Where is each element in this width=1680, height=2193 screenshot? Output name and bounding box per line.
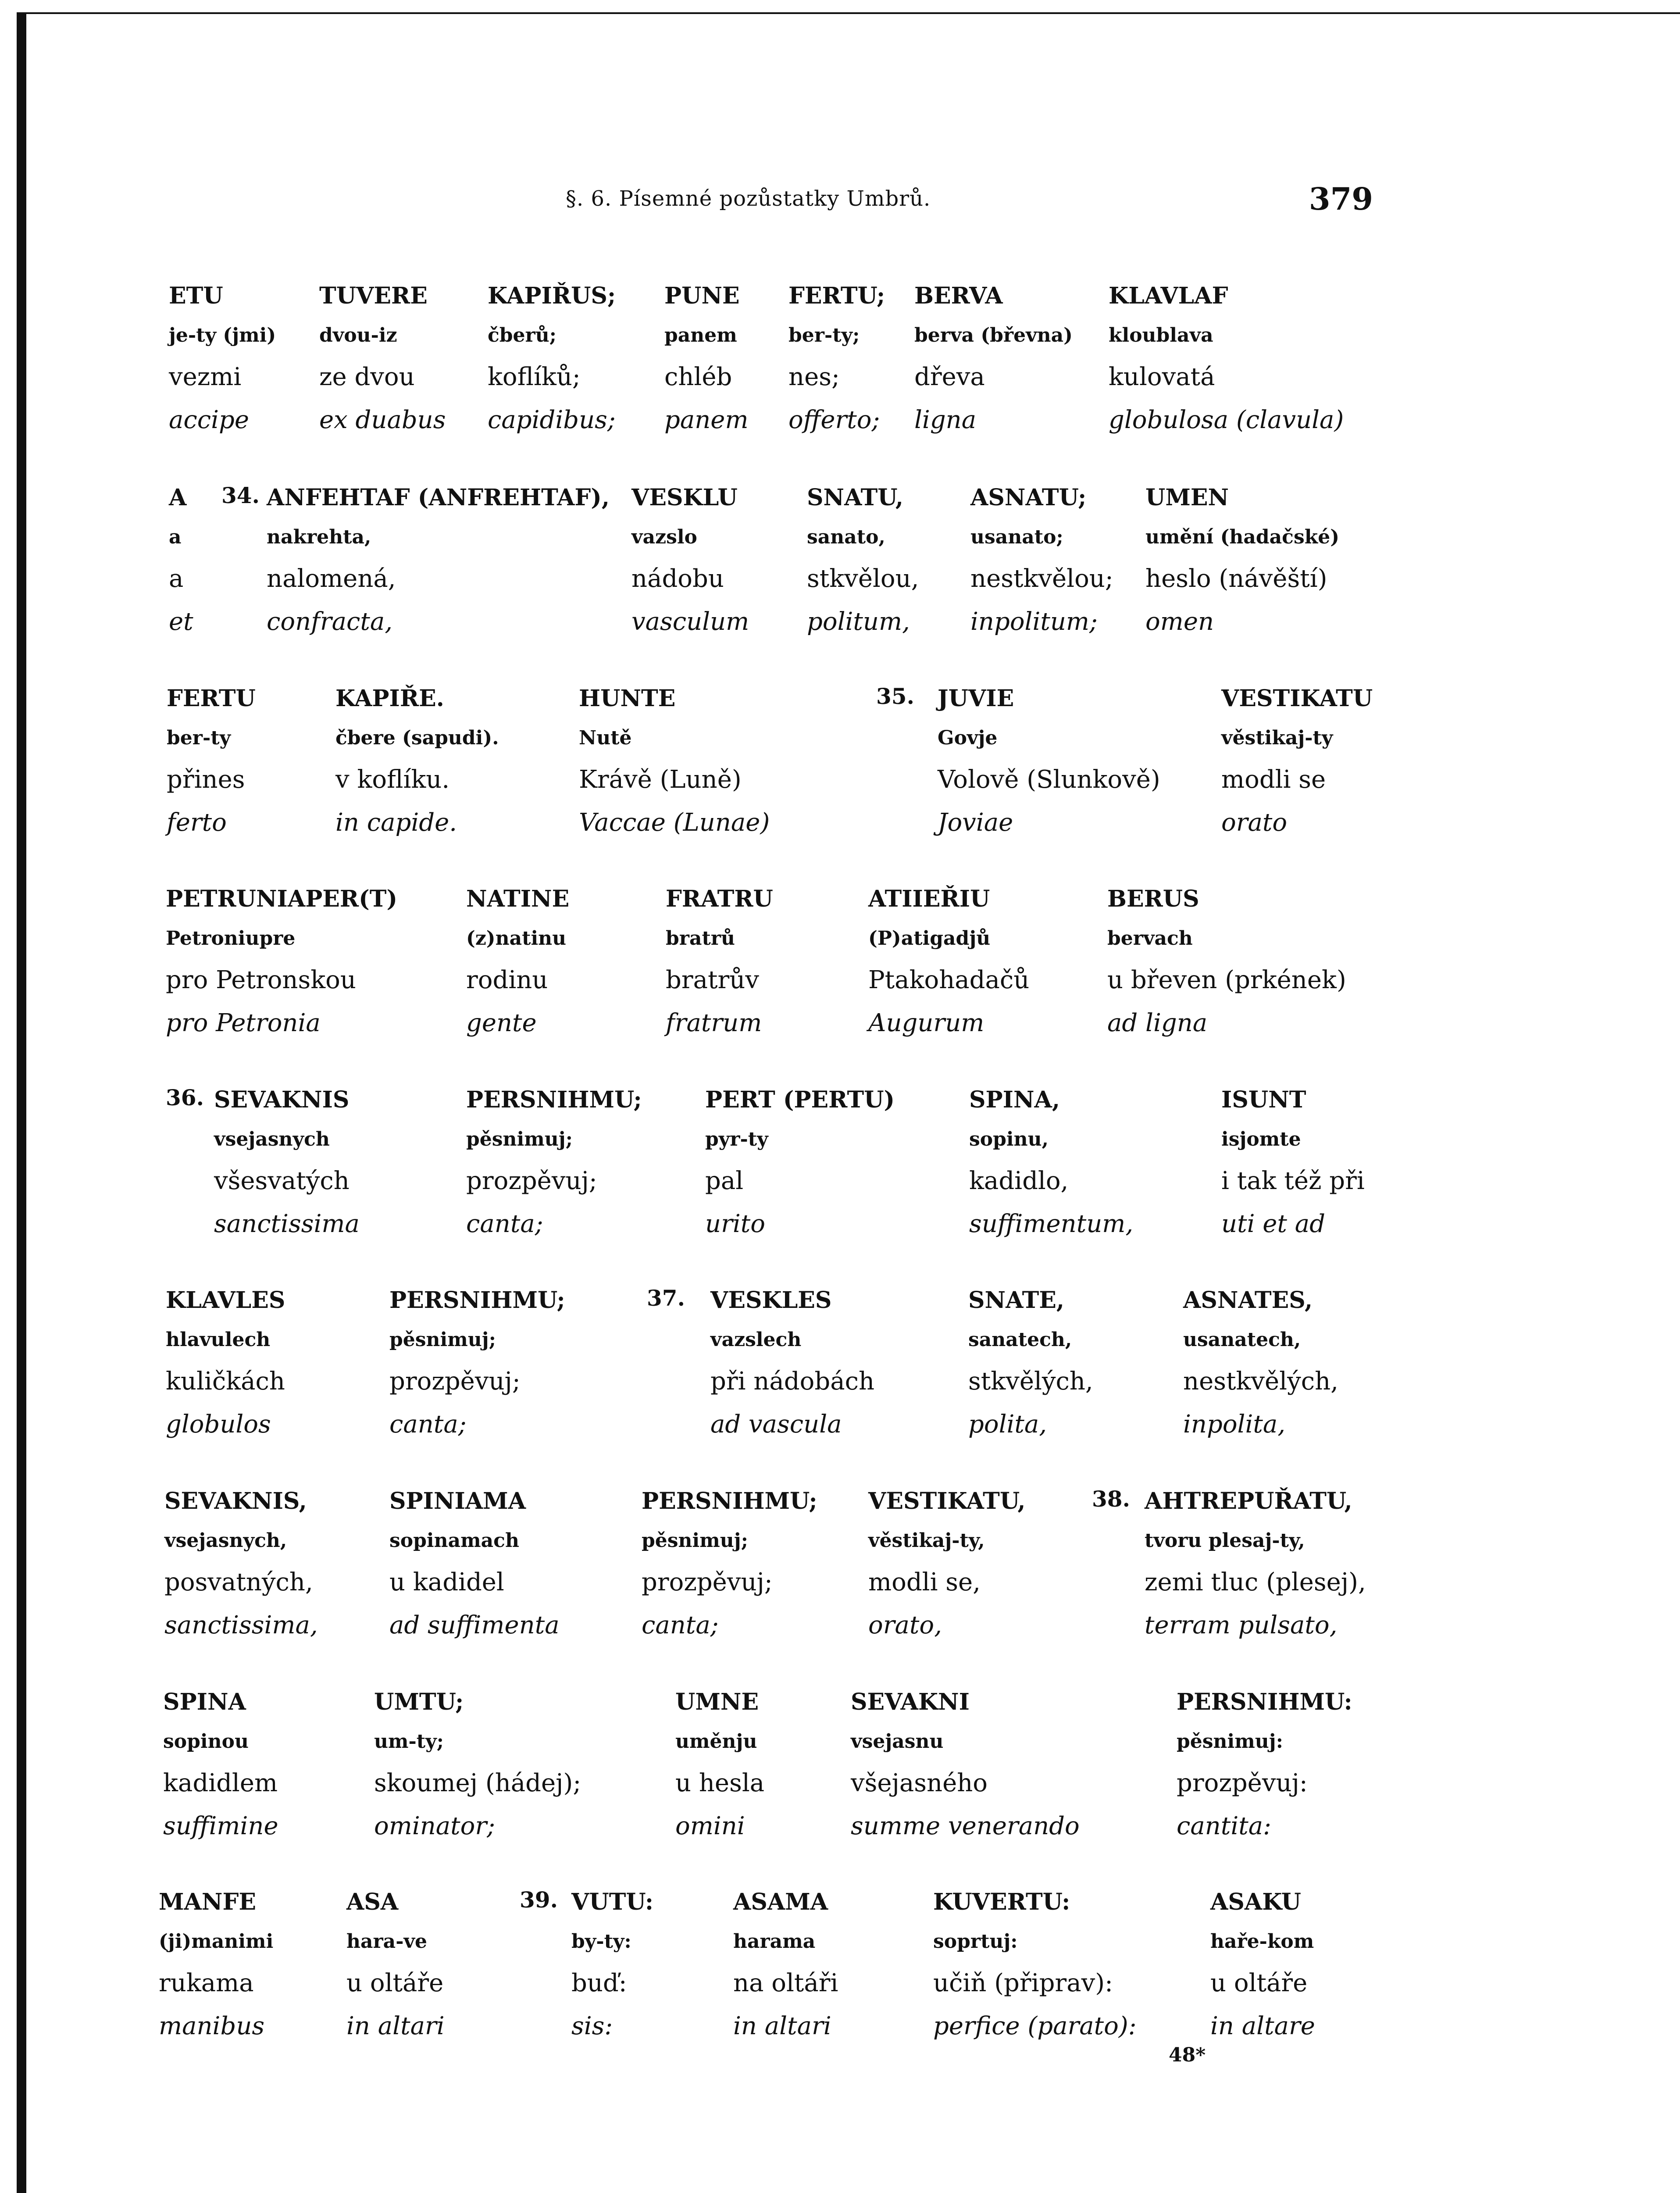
slavic-transcription: sanato, — [807, 526, 885, 548]
latin-translation: Joviae — [938, 808, 1013, 837]
gloss-entry — [389, 1281, 565, 1446]
gloss-entry — [631, 478, 749, 643]
gloss-entry — [710, 1281, 874, 1446]
latin-translation: urito — [705, 1210, 765, 1238]
verse-number: 35. — [876, 683, 914, 709]
gloss-entry — [675, 1682, 764, 1847]
slavic-transcription: (P)atigadjů — [868, 927, 991, 950]
slavic-transcription: sanatech, — [968, 1329, 1072, 1351]
czech-translation: buď: — [571, 1969, 627, 1997]
umbrian-word: ANFEHTAF (ANFREHTAF), — [267, 484, 610, 511]
slavic-transcription: harama — [733, 1930, 816, 1953]
slavic-transcription: kloublava — [1109, 324, 1213, 346]
czech-translation: posvatných, — [164, 1568, 313, 1597]
slavic-transcription: bervach — [1107, 927, 1193, 950]
umbrian-word: VUTU: — [571, 1889, 654, 1915]
latin-translation: orato — [1221, 808, 1288, 837]
latin-translation: et — [169, 607, 193, 636]
czech-translation: ze dvou — [319, 363, 415, 391]
gloss-entry — [969, 1080, 1133, 1245]
czech-translation: u břeven (prkének) — [1107, 966, 1346, 994]
latin-translation: ad suffimenta — [389, 1611, 560, 1639]
umbrian-word: BERVA — [914, 282, 1003, 309]
umbrian-word: SPINA — [163, 1689, 246, 1715]
gloss-entry — [166, 879, 397, 1044]
umbrian-word: PERSNIHMU; — [642, 1488, 817, 1514]
latin-translation: vasculum — [631, 607, 749, 636]
umbrian-word: PERT (PERTU) — [705, 1086, 895, 1113]
latin-translation: in altari — [733, 2012, 831, 2040]
verse-number: 38. — [1092, 1486, 1130, 1512]
slavic-transcription: věstikaj-ty — [1221, 727, 1333, 749]
umbrian-word: UMTU; — [374, 1689, 464, 1715]
czech-translation: u oltáře — [346, 1969, 444, 1997]
slavic-transcription: vsejasnych, — [164, 1529, 287, 1552]
czech-translation: dřeva — [914, 363, 985, 391]
umbrian-word: KLAVLES — [166, 1287, 285, 1314]
umbrian-word: ASNATU; — [970, 484, 1087, 511]
slavic-transcription: Nutě — [579, 727, 632, 749]
gloss-entry — [488, 276, 616, 441]
latin-translation: ad ligna — [1107, 1009, 1208, 1037]
latin-translation: ex duabus — [319, 406, 446, 434]
slavic-transcription: soprtuj: — [933, 1930, 1018, 1953]
gloss-entry — [807, 478, 919, 643]
latin-translation: accipe — [169, 406, 250, 434]
slavic-transcription: tvoru plesaj-ty, — [1145, 1529, 1305, 1552]
latin-translation: in capide. — [335, 808, 457, 837]
gloss-entry — [705, 1080, 895, 1245]
czech-translation: kuličkách — [166, 1367, 285, 1396]
verse-number: 39. — [520, 1887, 558, 1913]
slavic-transcription: čberů; — [488, 324, 556, 346]
gloss-entry — [933, 1882, 1137, 2047]
gloss-entry — [938, 679, 1160, 844]
latin-translation: inpolitum; — [970, 607, 1098, 636]
gloss-entry — [914, 276, 1073, 441]
umbrian-word: ASAMA — [733, 1889, 828, 1915]
czech-translation: Volově (Slunkově) — [938, 765, 1160, 794]
czech-translation: modli se, — [868, 1568, 981, 1597]
slavic-transcription: by-ty: — [571, 1930, 631, 1953]
gloss-entry — [666, 879, 773, 1044]
czech-translation: v koflíku. — [335, 765, 450, 794]
czech-translation: vezmi — [169, 363, 242, 391]
gloss-entry — [466, 1080, 642, 1245]
umbrian-word: PUNE — [664, 282, 740, 309]
gloss-entry — [166, 1281, 285, 1446]
latin-translation: globulos — [166, 1410, 271, 1439]
umbrian-word: ASA — [346, 1889, 399, 1915]
czech-translation: chléb — [664, 363, 732, 391]
umbrian-word: SNATE, — [968, 1287, 1065, 1314]
umbrian-word: PERSNIHMU; — [466, 1086, 642, 1113]
latin-translation: suffimentum, — [969, 1210, 1134, 1238]
slavic-transcription: vazslo — [631, 526, 697, 548]
latin-translation: globulosa (clavula) — [1109, 406, 1344, 434]
latin-translation: ferto — [167, 808, 227, 837]
slavic-transcription: čbere (sapudi). — [335, 727, 499, 749]
latin-translation: politum, — [807, 607, 910, 636]
umbrian-word: ETU — [169, 282, 223, 309]
gloss-entry — [868, 879, 1029, 1044]
latin-translation: omen — [1145, 607, 1214, 636]
latin-translation: ad vascula — [710, 1410, 842, 1439]
umbrian-word: KUVERTU: — [933, 1889, 1070, 1915]
latin-translation: capidibus; — [488, 406, 616, 434]
umbrian-word: FERTU; — [788, 282, 885, 309]
latin-translation: Augurum — [868, 1009, 984, 1037]
gloss-entry — [1177, 1682, 1352, 1847]
gloss-entry — [868, 1482, 1026, 1647]
latin-translation: orato, — [868, 1611, 942, 1639]
gloss-entry — [164, 1482, 318, 1647]
slavic-transcription: Petroniupre — [166, 927, 296, 950]
czech-translation: u hesla — [675, 1769, 765, 1797]
czech-translation: rukama — [159, 1969, 254, 1997]
czech-translation: nestkvělou; — [970, 564, 1113, 593]
gloss-entry — [851, 1682, 1080, 1847]
slavic-transcription: Govje — [938, 727, 998, 749]
slavic-transcription: bratrů — [666, 927, 735, 950]
verse-number: 37. — [647, 1285, 685, 1311]
umbrian-word: ASAKU — [1210, 1889, 1301, 1915]
czech-translation: Krávě (Luně) — [579, 765, 742, 794]
umbrian-word: AHTREPUŘATU, — [1145, 1488, 1352, 1514]
czech-translation: všejasného — [851, 1769, 988, 1797]
umbrian-word: TUVERE — [319, 282, 428, 309]
latin-translation: omini — [675, 1812, 745, 1840]
umbrian-word: KAPIŘUS; — [488, 282, 616, 309]
gloss-entry — [1107, 879, 1346, 1044]
gloss-entry — [1210, 1882, 1315, 2047]
running-header: §. 6. Písemné pozůstatky Umbrů. — [566, 186, 931, 211]
gloss-entry — [571, 1882, 653, 2047]
latin-translation: in altare — [1210, 2012, 1315, 2040]
latin-translation: fratrum — [666, 1009, 762, 1037]
czech-translation: prozpěvuj; — [466, 1167, 597, 1195]
slavic-transcription: je-ty (jmi) — [169, 324, 276, 346]
umbrian-word: MANFE — [159, 1889, 256, 1915]
czech-translation: rodinu — [466, 966, 548, 994]
verse-number: 34. — [221, 482, 260, 508]
czech-translation: kulovatá — [1109, 363, 1215, 391]
latin-translation: manibus — [159, 2012, 265, 2040]
gloss-entry — [169, 478, 193, 643]
gloss-entry — [466, 879, 569, 1044]
umbrian-word: SEVAKNI — [851, 1689, 970, 1715]
umbrian-word: VESTIKATU — [1221, 685, 1373, 712]
gloss-entry — [579, 679, 770, 844]
verse-number: 36. — [166, 1085, 204, 1111]
umbrian-word: PERSNIHMU: — [1177, 1689, 1352, 1715]
gloss-entry — [642, 1482, 817, 1647]
umbrian-word: FERTU — [167, 685, 256, 712]
czech-translation: přines — [167, 765, 245, 794]
slavic-transcription: pěsnimuj; — [642, 1529, 748, 1552]
czech-translation: všesvatých — [214, 1167, 350, 1195]
slavic-transcription: usanatech, — [1183, 1329, 1301, 1351]
umbrian-word: SNATU, — [807, 484, 903, 511]
czech-translation: koflíků; — [488, 363, 581, 391]
slavic-transcription: vsejasnu — [851, 1730, 944, 1753]
czech-translation: učiň (připrav): — [933, 1969, 1113, 1997]
gloss-entry — [1145, 1482, 1366, 1647]
czech-translation: nestkvělých, — [1183, 1367, 1338, 1396]
page-number: 379 — [1309, 181, 1373, 217]
czech-translation: a — [169, 564, 184, 593]
slavic-transcription: ber-ty — [167, 727, 231, 749]
slavic-transcription: pěsnimuj; — [466, 1128, 573, 1150]
czech-translation: skoumej (hádej); — [374, 1769, 581, 1797]
gloss-entry — [664, 276, 749, 441]
gloss-entry — [374, 1682, 581, 1847]
umbrian-word: ISUNT — [1221, 1086, 1306, 1113]
gloss-entry — [335, 679, 499, 844]
czech-translation: bratrův — [666, 966, 759, 994]
czech-translation: na oltáři — [733, 1969, 838, 1997]
gloss-entry — [346, 1882, 445, 2047]
gloss-entry — [1145, 478, 1339, 643]
slavic-transcription: umění (hadačské) — [1145, 526, 1340, 548]
latin-translation: sanctissima — [214, 1210, 360, 1238]
czech-translation: stkvělou, — [807, 564, 919, 593]
latin-translation: sanctissima, — [164, 1611, 318, 1639]
latin-translation: ligna — [914, 406, 977, 434]
latin-translation: suffimine — [163, 1812, 278, 1840]
gloss-entry — [788, 276, 885, 441]
czech-translation: heslo (návěští) — [1145, 564, 1327, 593]
gloss-entry — [1183, 1281, 1338, 1446]
gloss-entry — [1221, 1080, 1365, 1245]
umbrian-word: UMNE — [675, 1689, 759, 1715]
gloss-entry — [169, 276, 276, 441]
czech-translation: Ptakohadačů — [868, 966, 1030, 994]
latin-translation: ominator; — [374, 1812, 496, 1840]
umbrian-word: SPINA, — [969, 1086, 1060, 1113]
czech-translation: u kadidel — [389, 1568, 504, 1597]
czech-translation: nes; — [788, 363, 840, 391]
signature-mark: 48* — [1169, 2044, 1206, 2066]
gloss-entry — [389, 1482, 560, 1647]
top-rule — [17, 12, 1680, 14]
slavic-transcription: sopinou — [163, 1730, 249, 1753]
latin-translation: perfice (parato): — [933, 2012, 1137, 2040]
umbrian-word: FRATRU — [666, 886, 773, 912]
umbrian-word: HUNTE — [579, 685, 676, 712]
latin-translation: offerto; — [788, 406, 880, 434]
czech-translation: zemi tluc (plesej), — [1145, 1568, 1366, 1597]
latin-translation: confracta, — [267, 607, 393, 636]
czech-translation: nalomená, — [267, 564, 396, 593]
slavic-transcription: hara-ve — [346, 1930, 428, 1953]
umbrian-word: ASNATES, — [1183, 1287, 1313, 1314]
umbrian-word: SPINIAMA — [389, 1488, 526, 1514]
czech-translation: nádobu — [631, 564, 724, 593]
slavic-transcription: vsejasnych — [214, 1128, 330, 1150]
gloss-entry — [319, 276, 446, 441]
umbrian-word: PERSNIHMU; — [389, 1287, 565, 1314]
gloss-entry — [1109, 276, 1344, 441]
slavic-transcription: věstikaj-ty, — [868, 1529, 985, 1552]
latin-translation: uti et ad — [1221, 1210, 1325, 1238]
czech-translation: při nádobách — [710, 1367, 875, 1396]
umbrian-word: PETRUNIAPER(T) — [166, 886, 398, 912]
umbrian-word: VESKLES — [710, 1287, 832, 1314]
gloss-entry — [968, 1281, 1093, 1446]
slavic-transcription: vazslech — [710, 1329, 802, 1351]
gloss-entry — [163, 1682, 278, 1847]
gloss-entry — [970, 478, 1113, 643]
latin-translation: canta; — [466, 1210, 543, 1238]
czech-translation: kadidlem — [163, 1769, 278, 1797]
umbrian-word: UMEN — [1145, 484, 1229, 511]
czech-translation: prozpěvuj: — [1177, 1769, 1308, 1797]
latin-translation: Vaccae (Lunae) — [579, 808, 770, 837]
slavic-transcription: nakrehta, — [267, 526, 371, 548]
gloss-entry — [267, 478, 610, 643]
slavic-transcription: panem — [664, 324, 737, 346]
slavic-transcription: ber-ty; — [788, 324, 860, 346]
umbrian-word: A — [169, 484, 187, 511]
slavic-transcription: (ji)manimi — [159, 1930, 274, 1953]
umbrian-word: VESKLU — [631, 484, 738, 511]
slavic-transcription: (z)natinu — [466, 927, 567, 950]
umbrian-word: KLAVLAF — [1109, 282, 1228, 309]
latin-translation: gente — [466, 1009, 537, 1037]
slavic-transcription: usanato; — [970, 526, 1063, 548]
slavic-transcription: sopinamach — [389, 1529, 519, 1552]
latin-translation: inpolita, — [1183, 1410, 1286, 1439]
slavic-transcription: pěsnimuj; — [389, 1329, 496, 1351]
czech-translation: pro Petronskou — [166, 966, 356, 994]
gloss-entry — [167, 679, 256, 844]
latin-translation: cantita: — [1177, 1812, 1271, 1840]
latin-translation: polita, — [968, 1410, 1047, 1439]
umbrian-word: KAPIŘE. — [335, 685, 444, 712]
slavic-transcription: um-ty; — [374, 1730, 444, 1753]
latin-translation: terram pulsato, — [1145, 1611, 1338, 1639]
gloss-entry — [1221, 679, 1373, 844]
umbrian-word: NATINE — [466, 886, 570, 912]
slavic-transcription: berva (břevna) — [914, 324, 1073, 346]
gloss-entry — [733, 1882, 838, 2047]
czech-translation: u oltáře — [1210, 1969, 1308, 1997]
latin-translation: canta; — [642, 1611, 719, 1639]
czech-translation: modli se — [1221, 765, 1326, 794]
umbrian-word: SEVAKNIS — [214, 1086, 350, 1113]
gloss-entry — [159, 1882, 273, 2047]
slavic-transcription: uměnju — [675, 1730, 757, 1753]
czech-translation: prozpěvuj; — [642, 1568, 773, 1597]
latin-translation: canta; — [389, 1410, 467, 1439]
latin-translation: in altari — [346, 2012, 445, 2040]
slavic-transcription: pyr-ty — [705, 1128, 768, 1150]
gloss-entry — [214, 1080, 360, 1245]
umbrian-word: BERUS — [1107, 886, 1199, 912]
umbrian-word: SEVAKNIS, — [164, 1488, 307, 1514]
slavic-transcription: hlavulech — [166, 1329, 271, 1351]
latin-translation: sis: — [571, 2012, 613, 2040]
slavic-transcription: isjomte — [1221, 1128, 1301, 1150]
slavic-transcription: dvou-iz — [319, 324, 397, 346]
page-edge-rule — [17, 13, 26, 2193]
umbrian-word: ATIIEŘIU — [868, 886, 990, 912]
umbrian-word: JUVIE — [938, 685, 1014, 712]
umbrian-word: VESTIKATU, — [868, 1488, 1026, 1514]
slavic-transcription: pěsnimuj: — [1177, 1730, 1283, 1753]
czech-translation: i tak též při — [1221, 1167, 1365, 1195]
czech-translation: kadidlo, — [969, 1167, 1069, 1195]
slavic-transcription: haře-kom — [1210, 1930, 1314, 1953]
latin-translation: panem — [664, 406, 749, 434]
czech-translation: stkvělých, — [968, 1367, 1093, 1396]
czech-translation: pal — [705, 1167, 744, 1195]
czech-translation: prozpěvuj; — [389, 1367, 521, 1396]
latin-translation: summe venerando — [851, 1812, 1080, 1840]
slavic-transcription: a — [169, 526, 182, 548]
latin-translation: pro Petronia — [166, 1009, 321, 1037]
slavic-transcription: sopinu, — [969, 1128, 1049, 1150]
